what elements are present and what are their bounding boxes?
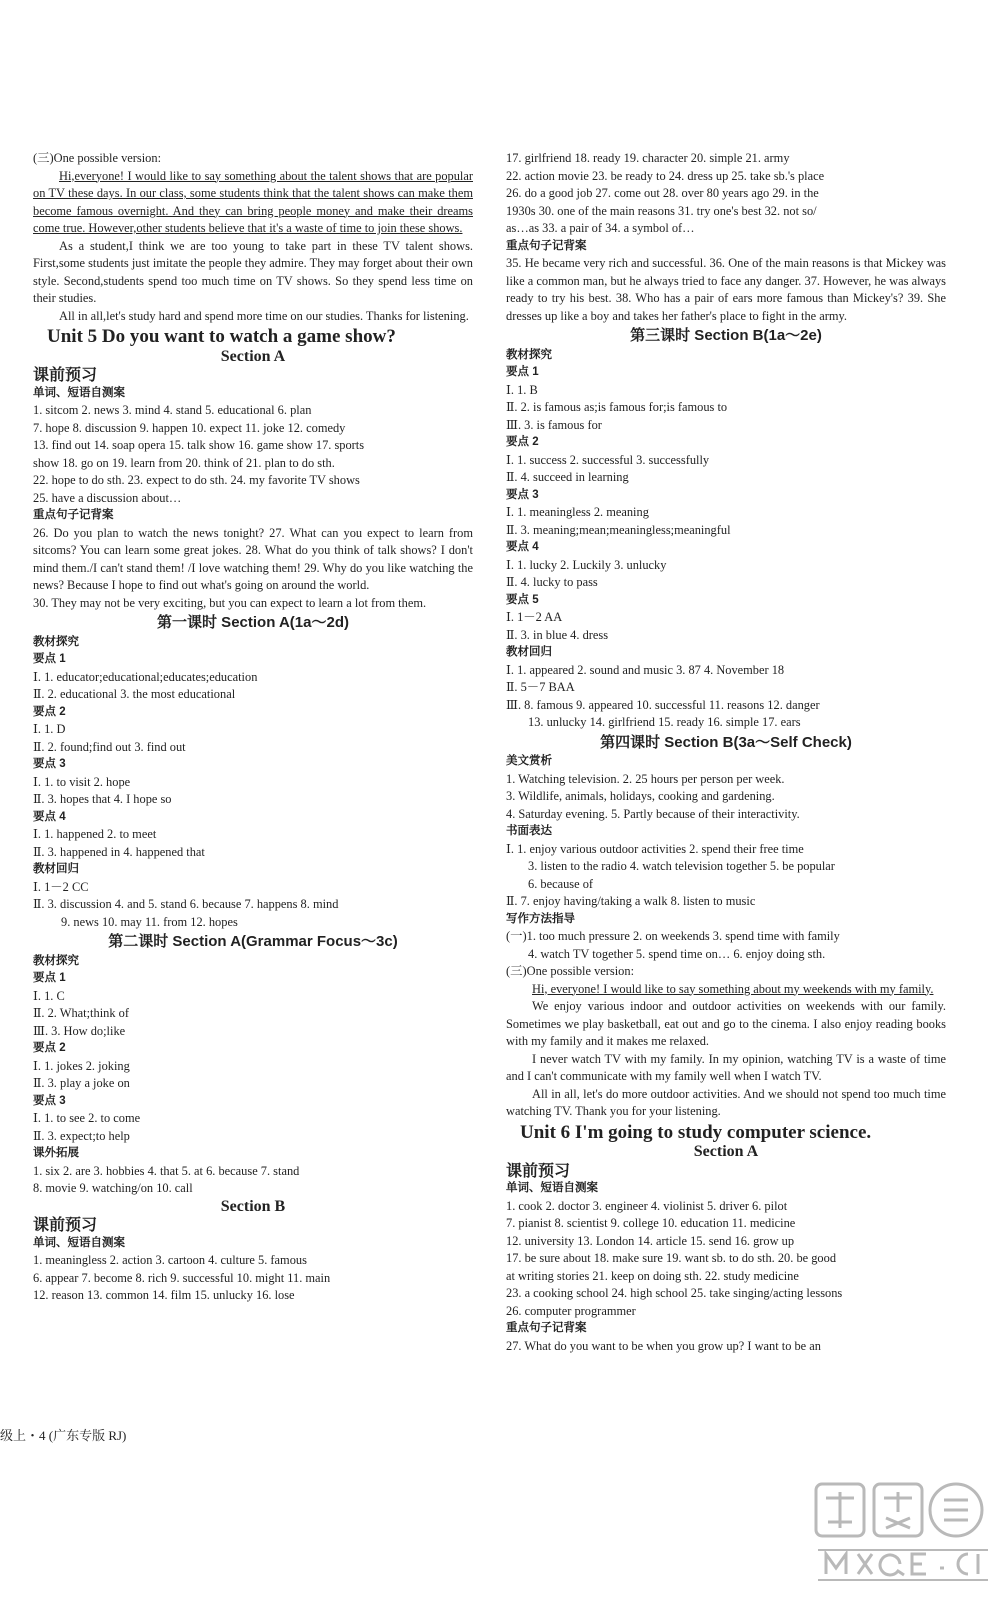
answer-line: Ⅰ. 1. to visit 2. hope	[33, 774, 131, 789]
answer-line: Ⅲ. 3. is famous for	[506, 417, 602, 432]
section-label: 教材探究	[33, 954, 79, 967]
section-label: 要点 2	[33, 1042, 66, 1054]
answer-line: 22. action movie 23. be ready to 24. dress up 25. take sb.'s place	[506, 168, 825, 183]
answer-line: 1. sitcom 2. news 3. mind 4. stand 5. educational 6. plan	[33, 403, 312, 417]
answer-paragraph: 30. They may not be very exciting, but you can expect to learn a lot from them.	[33, 595, 427, 610]
unit-title: Unit 6 I'm going to study computer science.	[520, 1121, 872, 1143]
answer-line: 3. Wildlife, animals, holidays, cooking and gardening.	[506, 789, 775, 803]
section-label: 要点 1	[506, 366, 539, 378]
answer-line: Ⅱ. 3. discussion 4. and 5. stand 6. because 7. happens 8. mind	[33, 897, 339, 911]
section-label: 教材回归	[506, 646, 552, 658]
answer-line: 1930s 30. one of the main reasons 31. try one's best 32. not so/	[506, 203, 817, 218]
answer-line: Ⅰ. 1. C	[33, 988, 65, 1003]
answer-line: Ⅰ. 1. success 2. successful 3. successfully	[506, 452, 710, 467]
section-label: 课外拓展	[33, 1147, 79, 1159]
essay-paragraph: All in all,let's study hard and spend more time on our studies. Thanks for listening.	[59, 308, 469, 323]
section-label: 教材探究	[33, 635, 79, 648]
answer-line: Ⅱ. 3. happened in 4. happened that	[33, 844, 205, 859]
right-column	[506, 150, 946, 1355]
answer-line: 17. girlfriend 18. ready 19. character 20. simple 21. army	[506, 151, 790, 165]
answer-line: Ⅰ. 1. enjoy various outdoor activities 2. spend their free time	[506, 841, 804, 856]
section-label: 要点 3	[506, 488, 539, 501]
answer-line: Ⅰ. 1. to see 2. to come	[33, 1111, 141, 1125]
answer-line: 6. appear 7. become 8. rich 9. successful 10. might 11. main	[33, 1270, 331, 1285]
lesson-title: 第三课时 Section B(1a～2e)	[630, 327, 822, 344]
section-label: 教材探究	[506, 348, 552, 361]
section-label: 要点 3	[33, 1094, 66, 1107]
section-label: 要点 5	[506, 593, 539, 606]
section-label: 单词、短语自测案	[33, 386, 125, 399]
answer-line: Ⅰ. 1. meaningless 2. meaning	[506, 505, 649, 519]
answer-line: 13. unlucky 14. girlfriend 15. ready 16. simple 17. ears	[528, 715, 801, 729]
answer-line: Ⅰ. 1－2 AA	[506, 610, 563, 624]
essay-paragraph: All in all, let's do more outdoor activities. And we should not spend too much time watching TV. Thank you for your listening.	[506, 1086, 946, 1118]
answer-line: Ⅰ. 1. D	[33, 722, 66, 736]
answer-line: 7. pianist 8. scientist 9. college 10. education 11. medicine	[506, 1216, 796, 1230]
essay-paragraph: As a student,I think we are too young to take part in these TV talent shows. First,some students just imitate the people they admire. They may forget about their own style. Second,students spend too much time on TV shows. So they spend less time on their studies.	[33, 238, 473, 305]
answer-line: 25. have a discussion about…	[33, 490, 182, 505]
page-footer: 级上・4 (广东专版 RJ)	[0, 1428, 127, 1443]
section-title: Section A	[693, 1143, 759, 1160]
answer-line: 17. be sure about 18. make sure 19. want sb. to do sth. 20. be good	[506, 1251, 837, 1265]
answer-line: 8. movie 9. watching/on 10. call	[33, 1181, 193, 1195]
answer-line: 6. because of	[528, 876, 594, 891]
answer-line: as…as 33. a pair of 34. a symbol of…	[506, 221, 695, 235]
section-label: 要点 2	[33, 705, 66, 718]
left-column	[33, 150, 473, 1305]
lesson-title: 第一课时 Section A(1a～2d)	[157, 614, 349, 631]
answer-line: 3. listen to the radio 4. watch television together 5. be popular	[528, 859, 835, 873]
answer-line: 22. hope to do sth. 23. expect to do sth. 24. my favorite TV shows	[33, 473, 360, 487]
underlined-text: Hi,everyone! I would like to say something about the talent shows that are popular on TV these days. In our class, some students think that the talent shows can make them become famous overnight. And they can bring people money and make their dreams come true. However,other students believe that it's a waste of time to join these shows.	[33, 168, 473, 235]
answer-line: Ⅰ. 1. educator;educational;educates;education	[33, 669, 258, 684]
preview-heading: 课前预习	[33, 1217, 98, 1234]
lesson-title: 第四课时 Section B(3a～Self Check)	[600, 733, 852, 751]
answer-line: 27. What do you want to be when you grow up? I want to be an	[506, 1338, 821, 1353]
answer-line: 12. university 13. London 14. article 15. send 16. grow up	[506, 1233, 795, 1248]
answer-line: Ⅰ. 1. happened 2. to meet	[33, 827, 157, 841]
answer-line: Ⅰ. 1. jokes 2. joking	[33, 1058, 130, 1073]
answer-line: Ⅱ. 5－7 BAA	[506, 680, 575, 694]
section-label: 重点句子记背案	[506, 239, 587, 252]
section-label: 书面表达	[506, 825, 552, 837]
answer-line: Ⅱ. 3. in blue 4. dress	[506, 627, 609, 642]
section-label: 要点 4	[506, 541, 539, 553]
answer-line: Ⅰ. 1－2 CC	[33, 879, 89, 894]
answer-paragraph: 35. He became very rich and successful. 36. One of the main reasons is that Mickey was like a common man, but he always tried to face any danger. 37. However, he was always ready to try his best. 38. Who has a pair of ears more famous than Mickey's? 39. She dresses up like a boy and takes her father's place to fight in the army.	[506, 256, 946, 323]
lesson-title: 第二课时 Section A(Grammar Focus～3c)	[108, 933, 398, 950]
answer-line: 9. news 10. may 11. from 12. hopes	[61, 914, 238, 929]
section-label: 要点 4	[33, 810, 66, 823]
answer-line: at writing stories 21. keep on doing sth. 22. study medicine	[506, 1268, 799, 1283]
answer-line: Ⅰ. 1. lucky 2. Luckily 3. unlucky	[506, 557, 667, 572]
answer-line: 26. do a good job 27. come out 28. over 80 years ago 29. in the	[506, 186, 819, 200]
section-title: Section A	[220, 347, 286, 365]
answer-line: Ⅱ. 2. educational 3. the most educational	[33, 687, 236, 701]
answer-line: Ⅱ. 4. lucky to pass	[506, 575, 598, 589]
section-label: 要点 1	[33, 653, 66, 665]
answer-line: 1. meaningless 2. action 3. cartoon 4. culture 5. famous	[33, 1253, 307, 1267]
answer-line: Ⅱ. 3. meaning;mean;meaningless;meaningful	[506, 522, 731, 537]
answer-line: 13. find out 14. soap opera 15. talk show 16. game show 17. sports	[33, 438, 365, 452]
answer-line: (一)1. too much pressure 2. on weekends 3. spend time with family	[506, 929, 840, 943]
answer-line: Ⅱ. 4. succeed in learning	[506, 470, 629, 484]
essay-paragraph: We enjoy various indoor and outdoor activities on weekends with our family. Sometimes we play basketball, eat out and go to the cinema. I also enjoy reading books with my family and it makes me relaxed.	[506, 999, 946, 1048]
answer-paragraph: 26. Do you plan to watch the news tonight? 27. What can you expect to learn from sitcoms? You can learn some great jokes. 28. What do you think of talk shows? I don't mind them./I can't stand them! /I love watching them! 29. Why do you like watching the news? Because I hope to find out what's going on around the world.	[33, 525, 473, 592]
answer-line: (三)One possible version:	[506, 964, 635, 978]
answer-line: Ⅱ. 2. is famous as;is famous for;is famous to	[506, 400, 728, 414]
answer-line: Ⅱ. 7. enjoy having/taking a walk 8. listen to music	[506, 894, 756, 908]
answer-line: 26. computer programmer	[506, 1303, 636, 1318]
preview-heading: 课前预习	[33, 367, 98, 384]
section-title: Section B	[220, 1197, 286, 1215]
answer-line: Ⅰ. 1. appeared 2. sound and music 3. 87 4. November 18	[506, 662, 785, 677]
answer-line: 1. cook 2. doctor 3. engineer 4. violinist 5. driver 6. pilot	[506, 1198, 788, 1213]
unit-title: Unit 5 Do you want to watch a game show?	[47, 326, 396, 347]
answer-line: Ⅲ. 3. How do;like	[33, 1023, 126, 1038]
section-label: 美文赏析	[506, 755, 552, 767]
section-label: 写作方法指导	[506, 912, 575, 925]
answer-line: 4. watch TV together 5. spend time on… 6. enjoy doing sth.	[528, 946, 826, 961]
answer-line: Ⅱ. 2. What;think of	[33, 1006, 129, 1020]
answer-line: 12. reason 13. common 14. film 15. unlucky 16. lose	[33, 1288, 295, 1302]
section-label: 要点 2	[506, 436, 539, 448]
essay-paragraph: I never watch TV with my family. In my opinion, watching TV is a waste of time and I can't communicate with my family well when I watch TV.	[506, 1051, 946, 1083]
preview-heading: 课前预习	[506, 1162, 571, 1180]
answer-line: 4. Saturday evening. 5. Partly because of their interactivity.	[506, 806, 800, 821]
section-label: 重点句子记背案	[33, 509, 114, 521]
answer-line: 1. six 2. are 3. hobbies 4. that 5. at 6. because 7. stand	[33, 1163, 300, 1178]
answer-line: Ⅰ. 1. B	[506, 382, 538, 397]
section-label: 重点句子记背案	[506, 1322, 587, 1334]
section-label: 单词、短语自测案	[33, 1236, 125, 1249]
section-label: 要点 3	[33, 758, 66, 770]
answer-paragraph: (三)One possible version:	[33, 151, 162, 165]
answer-line: Ⅲ. 8. famous 9. appeared 10. successful 11. reasons 12. danger	[506, 697, 820, 712]
answer-line: Ⅱ. 3. expect;to help	[33, 1128, 130, 1143]
underlined-text: Hi, everyone! I would like to say something about my weekends with my family.	[532, 981, 934, 996]
answer-line: show 18. go on 19. learn from 20. think of 21. plan to do sth.	[33, 455, 335, 470]
section-label: 要点 1	[33, 972, 66, 984]
essay-opening	[506, 981, 946, 999]
section-label: 单词、短语自测案	[506, 1182, 598, 1194]
answer-line: Ⅱ. 3. play a joke on	[33, 1076, 130, 1090]
watermark-logo	[808, 1478, 993, 1588]
answer-line: 7. hope 8. discussion 9. happen 10. expect 11. joke 12. comedy	[33, 420, 346, 435]
answer-line: Ⅱ. 3. hopes that 4. I hope so	[33, 792, 172, 806]
answer-line: 1. Watching television. 2. 25 hours per person per week.	[506, 771, 785, 786]
essay-opening	[33, 168, 473, 238]
answer-line: 23. a cooking school 24. high school 25. take singing/acting lessons	[506, 1286, 843, 1300]
answer-line: Ⅱ. 2. found;find out 3. find out	[33, 739, 186, 754]
section-label: 教材回归	[33, 863, 79, 875]
